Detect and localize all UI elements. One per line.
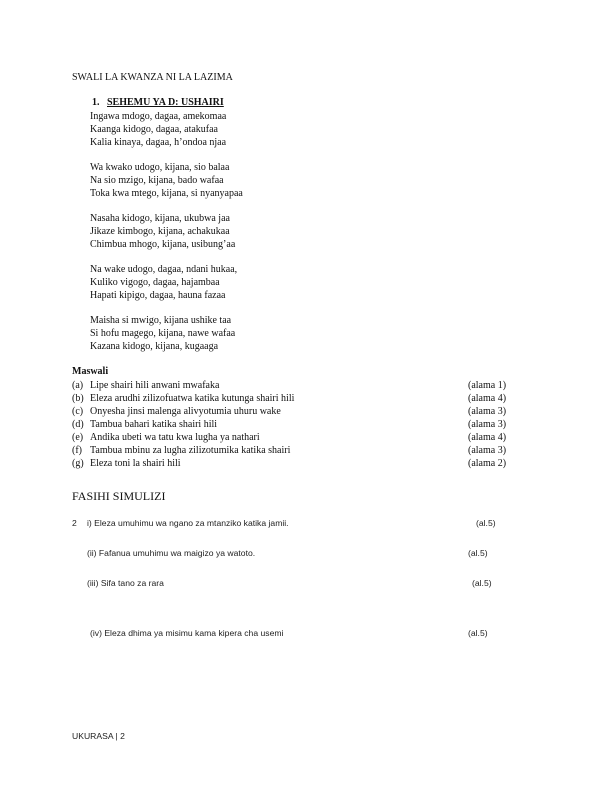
stanza <box>90 212 243 251</box>
question-marks: (al.5) <box>476 518 496 528</box>
page-footer: UKURASA | 2 <box>72 731 125 741</box>
poem-line: Toka kwa mtego, kijana, si nyanyapaa <box>90 188 243 199</box>
poem-line: Kazana kidogo, kijana, kugaaga <box>90 341 219 352</box>
question-row <box>90 627 504 639</box>
stanza <box>90 263 243 302</box>
page-header: SWALI LA KWANZA NI LA LAZIMA <box>72 72 233 83</box>
question-marks: (alama 3) <box>468 406 507 417</box>
question-text: i) Eleza umuhimu wa ngano za mtanziko katika jamii. <box>87 518 289 528</box>
question-marks: (al.5) <box>472 578 492 588</box>
question-text: (iii) Sifa tano za rara <box>87 578 164 588</box>
question-row <box>72 431 512 444</box>
stanza <box>90 110 243 149</box>
poem-line: Na sio mzigo, kijana, bado wafaa <box>90 175 224 186</box>
question-row <box>72 379 512 392</box>
poem-line: Jikaze kimbogo, kijana, achakukaa <box>90 226 230 237</box>
section-heading <box>92 96 224 109</box>
question-marks: (alama 4) <box>468 393 507 404</box>
question-text: Onyesha jinsi malenga alivyotumia uhuru wake <box>90 406 281 417</box>
question-marks: (alama 4) <box>468 432 507 443</box>
section-number: 1. <box>92 97 100 108</box>
question-label: (e) <box>72 432 84 443</box>
question-label: (d) <box>72 419 84 430</box>
question-row <box>72 444 512 457</box>
poem-line: Maisha si mwigo, kijana ushike taa <box>90 315 232 326</box>
question-label: (f) <box>72 445 82 456</box>
question-text: (iv) Eleza dhima ya misimu kama kipera cha usemi <box>90 628 284 638</box>
question-row <box>87 577 508 589</box>
poem-line: Kaanga kidogo, dagaa, atakufaa <box>90 124 218 135</box>
question-marks: (alama 3) <box>468 419 507 430</box>
question-text: Eleza arudhi zilizofuatwa katika kutunga shairi hili <box>90 393 295 404</box>
poem-line: Chimbua mhogo, kijana, usibung’aa <box>90 239 236 250</box>
question-row <box>72 392 512 405</box>
stanza <box>90 314 243 353</box>
question-text: Andika ubeti wa tatu kwa lugha ya nathari <box>90 432 260 443</box>
question-row <box>72 457 512 470</box>
question-marks: (al.5) <box>468 628 488 638</box>
question-marks: (alama 1) <box>468 380 507 391</box>
stanza <box>90 161 243 200</box>
question-text: Tambua mbinu za lugha zilizotumika katika shairi <box>90 445 291 456</box>
question-row <box>72 405 512 418</box>
question-text: Lipe shairi hili anwani mwafaka <box>90 380 220 391</box>
section2-title: FASIHI SIMULIZI <box>72 489 166 503</box>
question-text: (ii) Fafanua umuhimu wa maigizo ya watoto. <box>87 548 256 558</box>
section-title: SEHEMU YA D: USHAIRI <box>107 97 224 108</box>
questions-list <box>72 379 512 470</box>
question-row <box>72 517 512 529</box>
poem-line: Na wake udogo, dagaa, ndani hukaa, <box>90 264 238 275</box>
poem-line: Kalia kinaya, dagaa, h’ondoa njaa <box>90 137 227 148</box>
poem-line: Ingawa mdogo, dagaa, amekomaa <box>90 111 227 122</box>
question-label: (g) <box>72 458 84 469</box>
poem-line: Hapati kipigo, dagaa, hauna fazaa <box>90 290 226 301</box>
poem-line: Nasaha kidogo, kijana, ukubwa jaa <box>90 213 230 224</box>
question-row <box>72 418 512 431</box>
poem <box>90 110 243 365</box>
question-row <box>87 547 504 559</box>
section2-number: 2 <box>72 518 77 528</box>
question-label: (b) <box>72 393 84 404</box>
poem-line: Wa kwako udogo, kijana, sio balaa <box>90 162 230 173</box>
poem-line: Kuliko vigogo, dagaa, hajambaa <box>90 277 220 288</box>
poem-line: Si hofu magego, kijana, nawe wafaa <box>90 328 236 339</box>
question-text: Tambua bahari katika shairi hili <box>90 419 218 430</box>
question-marks: (al.5) <box>468 548 488 558</box>
question-label: (a) <box>72 380 84 391</box>
question-marks: (alama 3) <box>468 445 507 456</box>
question-text: Eleza toni la shairi hili <box>90 458 181 469</box>
question-marks: (alama 2) <box>468 458 507 469</box>
questions-title: Maswali <box>72 366 109 377</box>
question-label: (c) <box>72 406 84 417</box>
